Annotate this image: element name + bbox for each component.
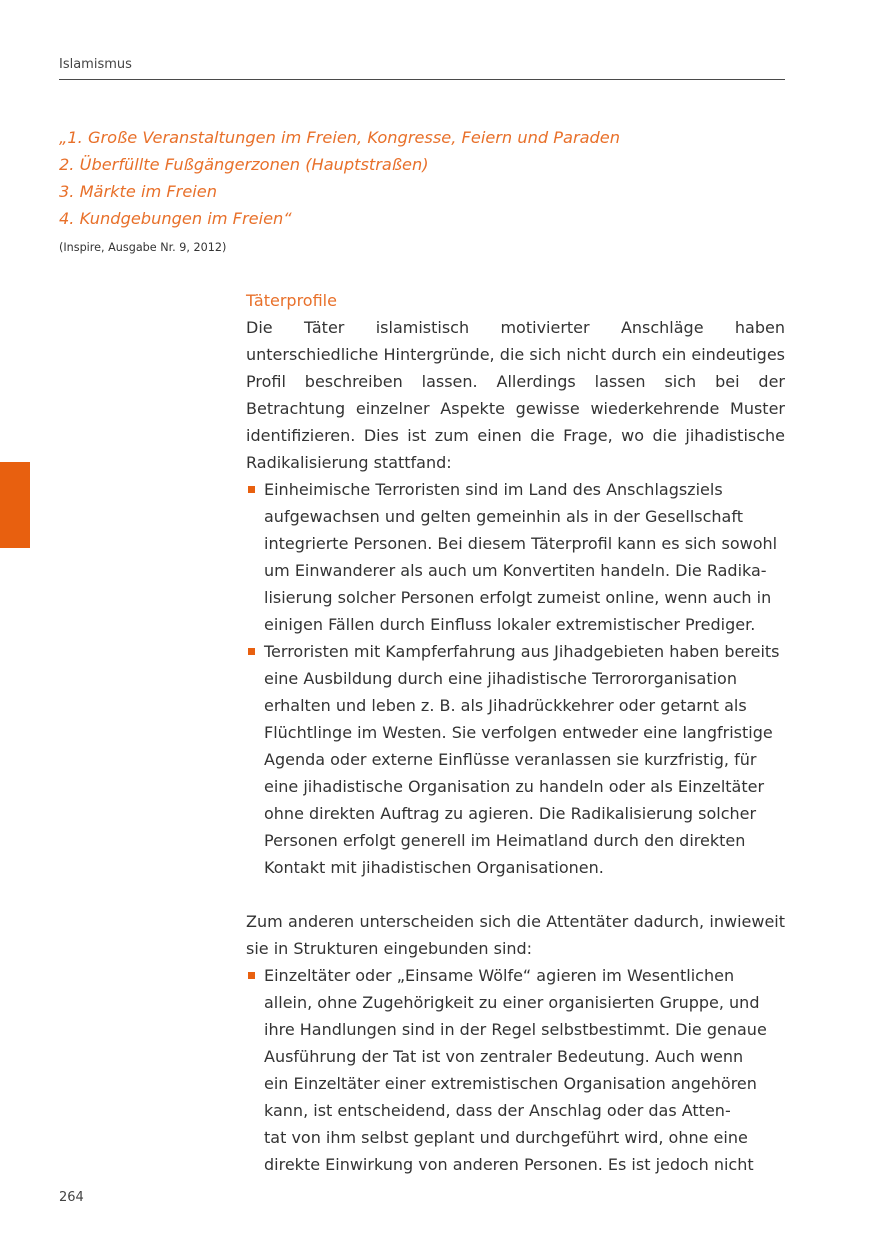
list-item-line: allein, ohne Zugehörigkeit zu einer organisierten Gruppe, und — [264, 993, 760, 1012]
page-number: 264 — [59, 1190, 84, 1205]
list-item-line: Personen erfolgt generell im Heimatland durch den direkten — [264, 831, 746, 850]
quote-line: „1. Große Veranstaltungen im Freien, Kongresse, Feiern und Paraden — [59, 128, 621, 147]
bullet-square-icon — [248, 486, 255, 493]
list-item-line: Flüchtlinge im Westen. Sie verfolgen entweder eine langfristige — [264, 723, 773, 742]
quote-block — [59, 124, 759, 232]
list-item-line: direkte Einwirkung von anderen Personen. Es ist jedoch nicht — [264, 1155, 754, 1174]
bullet-square-icon — [248, 972, 255, 979]
list-item-line: ihre Handlungen sind in der Regel selbstbestimmt. Die genaue — [264, 1020, 767, 1039]
running-header — [59, 57, 785, 80]
list-item-line: Kontakt mit jihadistischen Organisationen. — [264, 858, 604, 877]
list-item-line: eine jihadistische Organisation zu handeln oder als Einzeltäter — [264, 777, 765, 796]
list-item-line: eine Ausbildung durch eine jihadistische Terrororganisation — [264, 669, 737, 688]
list-item-line: um Einwanderer als auch um Konvertiten handeln. Die Radika- — [264, 561, 767, 580]
intro-paragraph: Die Täter islamistisch motivierter Anschläge haben unterschiedliche Hintergründe, die sich nicht durch ein eindeutiges Profil beschreiben lassen. Allerdings lassen sich bei der Betrachtung einzelner Aspekte gewisse wiederkehrende Muster identifizieren. Dies ist zum einen die Frage, wo die jihadistische Radikalisierung stattfand: — [246, 318, 785, 472]
list-item — [246, 962, 785, 1178]
list-item-line: tat von ihm selbst geplant und durchgeführt wird, ohne eine — [264, 1128, 748, 1147]
list-item-line: integrierte Personen. Bei diesem Täterprofil kann es sich sowohl — [264, 534, 778, 553]
radicalization-list — [246, 476, 785, 881]
section-heading: Täterprofile — [246, 291, 337, 310]
list-item-line: Agenda oder externe Einflüsse veranlassen sie kurzfristig, für — [264, 750, 757, 769]
bullet-square-icon — [248, 648, 255, 655]
main-text-column — [246, 287, 785, 1178]
quote-line: 4. Kundgebungen im Freien“ — [59, 209, 292, 228]
list-item-line: Ausführung der Tat ist von zentraler Bedeutung. Auch wenn — [264, 1047, 744, 1066]
list-item-line: Einheimische Terroristen sind im Land des Anschlagsziels — [264, 480, 723, 499]
list-item-line: lisierung solcher Personen erfolgt zumeist online, wenn auch in — [264, 588, 772, 607]
structure-list — [246, 962, 785, 1178]
list-item — [246, 476, 785, 638]
chapter-tab-marker — [0, 462, 30, 548]
list-item-line: kann, ist entscheidend, dass der Anschlag oder das Atten- — [264, 1101, 731, 1120]
quote-source: (Inspire, Ausgabe Nr. 9, 2012) — [59, 241, 227, 254]
list-item-line: Einzeltäter oder „Einsame Wölfe“ agieren im Wesentlichen — [264, 966, 735, 985]
list-item-line: Terroristen mit Kampferfahrung aus Jihadgebieten haben bereits — [264, 642, 780, 661]
quote-line: 2. Überfüllte Fußgängerzonen (Hauptstraßen) — [59, 155, 429, 174]
list-item-line: aufgewachsen und gelten gemeinhin als in der Gesellschaft — [264, 507, 743, 526]
quote-line: 3. Märkte im Freien — [59, 182, 218, 201]
list-item-line: ohne direkten Auftrag zu agieren. Die Radikalisierung solcher — [264, 804, 757, 823]
list-item-line: erhalten und leben z. B. als Jihadrückkehrer oder getarnt als — [264, 696, 747, 715]
list-item-line: einigen Fällen durch Einfluss lokaler extremistischer Prediger. — [264, 615, 756, 634]
list-item — [246, 638, 785, 881]
second-intro-paragraph: Zum anderen unterscheiden sich die Attentäter dadurch, inwieweit sie in Strukturen eingebunden sind: — [246, 912, 785, 958]
header-title: Islamismus — [59, 57, 132, 72]
list-item-line: ein Einzeltäter einer extremistischen Organisation angehören — [264, 1074, 757, 1093]
